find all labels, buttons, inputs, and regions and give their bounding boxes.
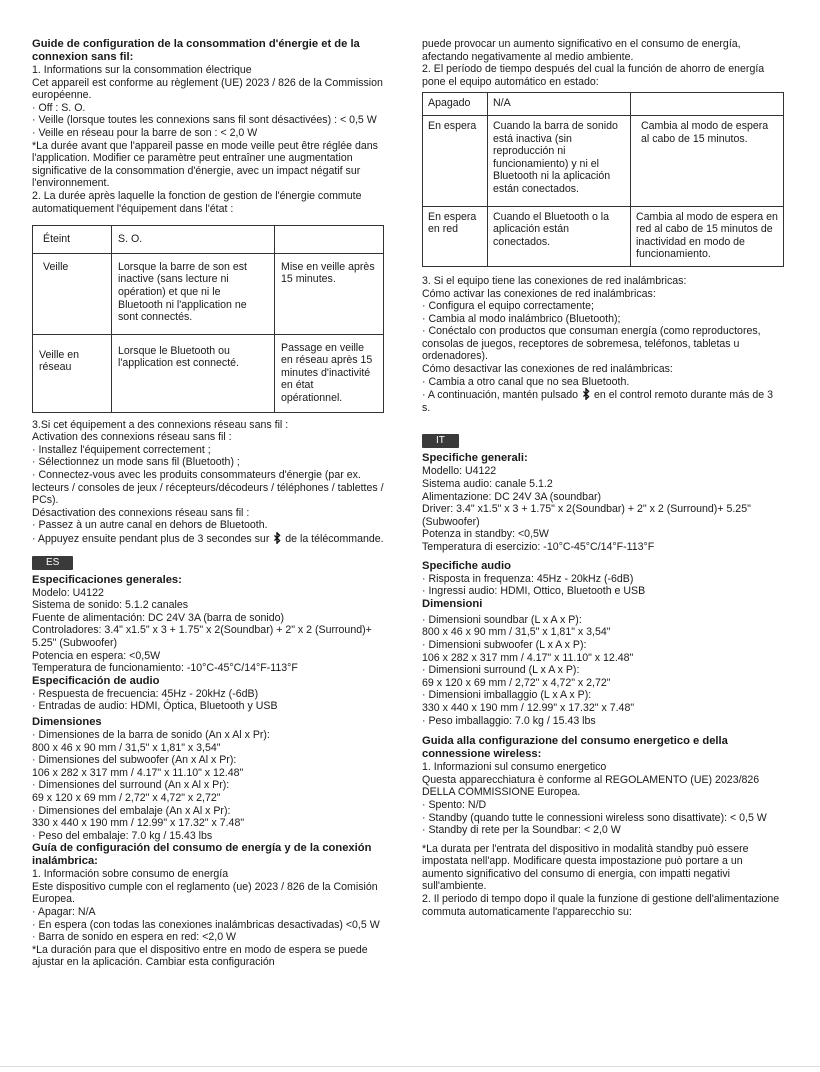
table-cell: Apagado [423,93,488,116]
table-cell: S. O. [112,226,275,254]
text-line: · Dimensiones de la barra de sonido (An x Al x Pr): [32,728,270,741]
text-line: Controladores: 3.4" x1.5" x 3 + 1.75" x 2(Soundbar) + 2" x 2 (Surround)+ 5.25" (Subwoofer) [32,624,372,649]
text-line: Fuente de alimentación: DC 24V 3A (barra de sonido) [32,611,285,624]
text-line: 106 x 282 x 317 mm / 4.17" x 11.10" x 12.48" [422,651,634,664]
es-power-table [422,92,784,267]
text-line: Modello: U4122 [422,465,497,478]
table-cell [275,226,384,254]
page-bottom-rule [0,1066,820,1067]
text-line: Sistema de sonido: 5.1.2 canales [32,599,189,612]
it-dims [422,614,784,727]
table-cell: N/A [488,93,631,116]
text-line: 3.Si cet équipement a des connexions réseau sans fil : [32,418,289,431]
es-dims [32,729,384,842]
text-line: Potencia en espera: <0,5W [32,649,161,662]
text-line: · Dimensiones del surround (An x Al x Pr): [32,779,230,792]
text-line [32,532,384,546]
it-specs [422,465,784,553]
text-line: · Dimensiones del embalaje (An x Al x Pr): [32,804,231,817]
table-row [33,334,384,412]
text-line: 2. El período de tiempo después del cual la función de ahorro de energía pone el equipo automático en estado: [422,63,765,88]
text-line: 1. Informations sur la consommation électrique [32,64,252,76]
bluetooth-icon [272,532,282,544]
text-line: puede provocar un aumento significativo en el consumo de energía, afectando negativamente al medio ambiente. [422,38,741,63]
es-specs [32,587,384,675]
text-line: Driver: 3.4" x1.5" x 3 + 1.75" x 2(Soundbar) + 2" x 2 (Surround)+ 5.25" (Subwoofer) [422,503,751,528]
text-line: · Dimensioni subwoofer (L x A x P): [422,638,587,651]
bluetooth-icon [581,388,591,400]
text-line: · Barra de sonido en espera en red: <2,0 W [32,931,237,944]
text-line: · Dimensiones del subwoofer (An x Al x Pr): [32,754,237,767]
left-column [32,38,384,969]
text-line: · Dimensioni surround (L x A x P): [422,664,580,677]
text-line: · Dimensioni soundbar (L x A x P): [422,613,582,626]
it-guide-title: Guida alla configurazione del consumo energetico e della connessione wireless: [422,735,728,761]
text-line: 330 x 440 x 190 mm / 12.99" x 17.32" x 7.48" [422,701,635,714]
es-guide [32,868,384,969]
text-line: *La durata per l'entrata del dispositivo in modalità standby può essere impostata nell'app. Modificare questa impostazione può portare a un aumento significativo del consumo di energia, con impatti negativi sull'ambiente. [422,842,749,893]
it-guide [422,761,784,918]
text-line: 69 x 120 x 69 mm / 2,72" x 4,72" x 2,72" [32,791,221,804]
text-line: · Configura el equipo correctamente; [422,300,594,313]
it-dim-title: Dimensioni [422,597,483,610]
text-line: · Risposta in frequenza: 45Hz - 20kHz (-6dB) [422,572,634,585]
table-cell: Cambia al modo de espera al cabo de 15 minutos. [631,115,784,206]
text-line: 800 x 46 x 90 mm / 31,5" x 1,81" x 3,54" [422,626,611,639]
text-line: 1. Información sobre consumo de energía [32,868,229,881]
text-line [422,388,784,414]
text-line: · Passez à un autre canal en dehors de Bluetooth. [32,519,268,532]
text-line: Cómo desactivar las conexiones de red inalámbricas: [422,363,673,376]
text-line: Potenza in standby: <0,5W [422,528,549,541]
table-cell: Cambia al modo de espera en red al cabo de 15 minutos de inactividad en modo de funcionamiento. [631,206,784,266]
text-line: · Installez l'équipement correctement ; [32,443,211,456]
table-row [423,206,784,266]
fr-lines2 [32,419,384,546]
es-guide-title: Guía de configuración del consumo de energía y de la conexión inalámbrica: [32,842,372,868]
text-line: · Veille en réseau pour la barre de son : < 2,0 W [32,126,258,139]
fr-lines1 [32,64,384,215]
text-line: · Spento: N/D [422,798,487,811]
es-cont [422,38,784,88]
text-line: · En espera (con todas las conexiones inalámbricas desactivadas) <0,5 W [32,918,380,931]
table-cell: Lorsque la barre de son est inactive (sans lecture ni opération) et que ni le Bluetooth ni l'application ne sont connectés. [112,253,275,334]
text-line: 2. Il periodo di tempo dopo il quale la funzione di gestione dell'alimentazione commuta automaticamente l'apparecchio su: [422,893,780,918]
language-tag-it: IT [422,434,459,448]
text-line: · Sélectionnez un mode sans fil (Bluetooth) ; [32,456,240,469]
es-specs-title: Especificaciones generales: [32,573,182,586]
table-cell: Mise en veille après 15 minutes. [275,253,384,334]
text-line: *La durée avant que l'appareil passe en mode veille peut être réglée dans l'application. Modifier ce paramètre peut entraîner une augmentation significative de la consommation d'énergie, avec un impact négatif sur l'environnement. [32,139,378,190]
text-line: · Cambia al modo inalámbrico (Bluetooth); [422,312,621,325]
text-line: Temperatura de funcionamiento: -10°C-45°C/14°F-113°F [32,662,298,675]
bt-instruction-post: de la télécommande. [285,533,384,545]
text-line: · Respuesta de frecuencia: 45Hz - 20kHz (-6dB) [32,687,259,700]
text-line: 2. La durée après laquelle la fonction de gestion de l'énergie commute automatiquement l'équipement dans l'état : [32,189,362,215]
table-cell: Cuando el Bluetooth o la aplicación están conectados. [488,206,631,266]
bt-instruction-post: en el control remoto durante más de 3 s. [422,389,774,414]
table-row [33,253,384,334]
text-line: 1. Informazioni sul consumo energetico [422,761,607,774]
table-cell: Veille [33,253,112,334]
text-line: 800 x 46 x 90 mm / 31,5" x 1,81" x 3,54" [32,741,221,754]
text-line: 106 x 282 x 317 mm / 4.17" x 11.10" x 12.48" [32,766,244,779]
text-line: Cet appareil est conforme au règlement (UE) 2023 / 826 de la Commission européenne. [32,76,383,102]
text-line: · Off : S. O. [32,101,86,114]
text-line: *La duración para que el dispositivo entre en modo de espera se puede ajustar en la aplicación. Cambiar esta configuración [32,943,368,969]
text-line: Désactivation des connexions réseau sans fil : [32,506,250,519]
text-line: Activation des connexions réseau sans fil : [32,431,232,444]
table-row [423,115,784,206]
text-line: 330 x 440 x 190 mm / 12.99" x 17.32" x 7.48" [32,817,245,830]
fr-power-table [32,225,384,413]
es-audio-title: Especificación de audio [32,674,160,687]
table-cell: En espera [423,115,488,206]
text-line: Temperatura di esercizio: -10°C-45°C/14°F-113°F [422,541,655,553]
text-line: · Cambia a otro canal que no sea Bluetooth. [422,375,630,388]
es-lines2 [422,275,784,415]
text-line: Cómo activar las conexiones de red inalámbricas: [422,287,656,300]
language-tag-es: ES [32,556,73,570]
text-line: 3. Si el equipo tiene las conexiones de red inalámbricas: [422,274,687,287]
table-row [423,93,784,116]
text-line: 69 x 120 x 69 mm / 2,72" x 4,72" x 2,72" [422,676,611,689]
table-cell: Éteint [33,226,112,254]
table-cell: Veille en réseau [33,334,112,412]
text-line: · Peso del embalaje: 7.0 kg / 15.43 lbs [32,829,213,842]
text-line: · Connectez-vous avec les produits consommateurs d'énergie (par ex. lecteurs / consoles de jeux / récepteurs/décodeurs / téléphones / tablettes / PCs). [32,469,384,507]
it-audio-title: Specifiche audio [422,559,511,572]
right-column [422,38,784,918]
text-line: · Conéctalo con productos que consuman energía (como reproductores, consolas de juegos, receptores de sobremesa, teléfonos, tabletas u ordenadores). [422,325,761,363]
text-line: · Peso imballaggio: 7.0 kg / 15.43 lbs [422,714,596,727]
table-row [33,226,384,254]
table-cell: Passage en veille en réseau après 15 minutes d'inactivité en état opérationnel. [275,334,384,412]
table-cell [631,93,784,116]
table-cell: Cuando la barra de sonido está inactiva (sin reproducción ni funcionamiento) y ni el Bluetooth ni la aplicación están conectados. [488,115,631,206]
bt-instruction-pre: · Appuyez ensuite pendant plus de 3 secondes sur [32,533,270,545]
es-dim-title: Dimensiones [32,715,102,728]
table-cell: Lorsque le Bluetooth ou l'application est connecté. [112,334,275,412]
text-line: Questa apparecchiatura è conforme al REGOLAMENTO (UE) 2023/826 DELLA COMMISSIONE Europea. [422,773,760,799]
it-specs-title: Specifiche generali: [422,452,528,465]
text-line: Sistema audio: canale 5.1.2 [422,478,553,491]
text-line: Alimentazione: DC 24V 3A (soundbar) [422,490,602,503]
text-line: · Veille (lorsque toutes les connexions sans fil sont désactivées) : < 0,5 W [32,114,377,127]
fr-guide-title: Guide de configuration de la consommation d'énergie et de la connexion sans fil: [32,38,360,63]
table-cell: En espera en red [423,206,488,266]
text-line: · Dimensioni imballaggio (L x A x P): [422,689,592,702]
text-line: · Standby di rete per la Soundbar: < 2,0 W [422,824,621,837]
text-line: · Entradas de audio: HDMI, Óptica, Bluetooth y USB [32,700,278,713]
text-line: · Ingressi audio: HDMI, Ottico, Bluetooth e USB [422,585,646,598]
bt-instruction-pre: · A continuación, mantén pulsado [422,389,579,402]
text-line: Modelo: U4122 [32,586,104,599]
text-line: Este dispositivo cumple con el reglamento (ue) 2023 / 826 de la Comisión Europea. [32,880,378,906]
text-line: · Apagar: N/A [32,906,96,919]
text-line: · Standby (quando tutte le connessioni wireless sono disattivate): < 0,5 W [422,811,767,824]
